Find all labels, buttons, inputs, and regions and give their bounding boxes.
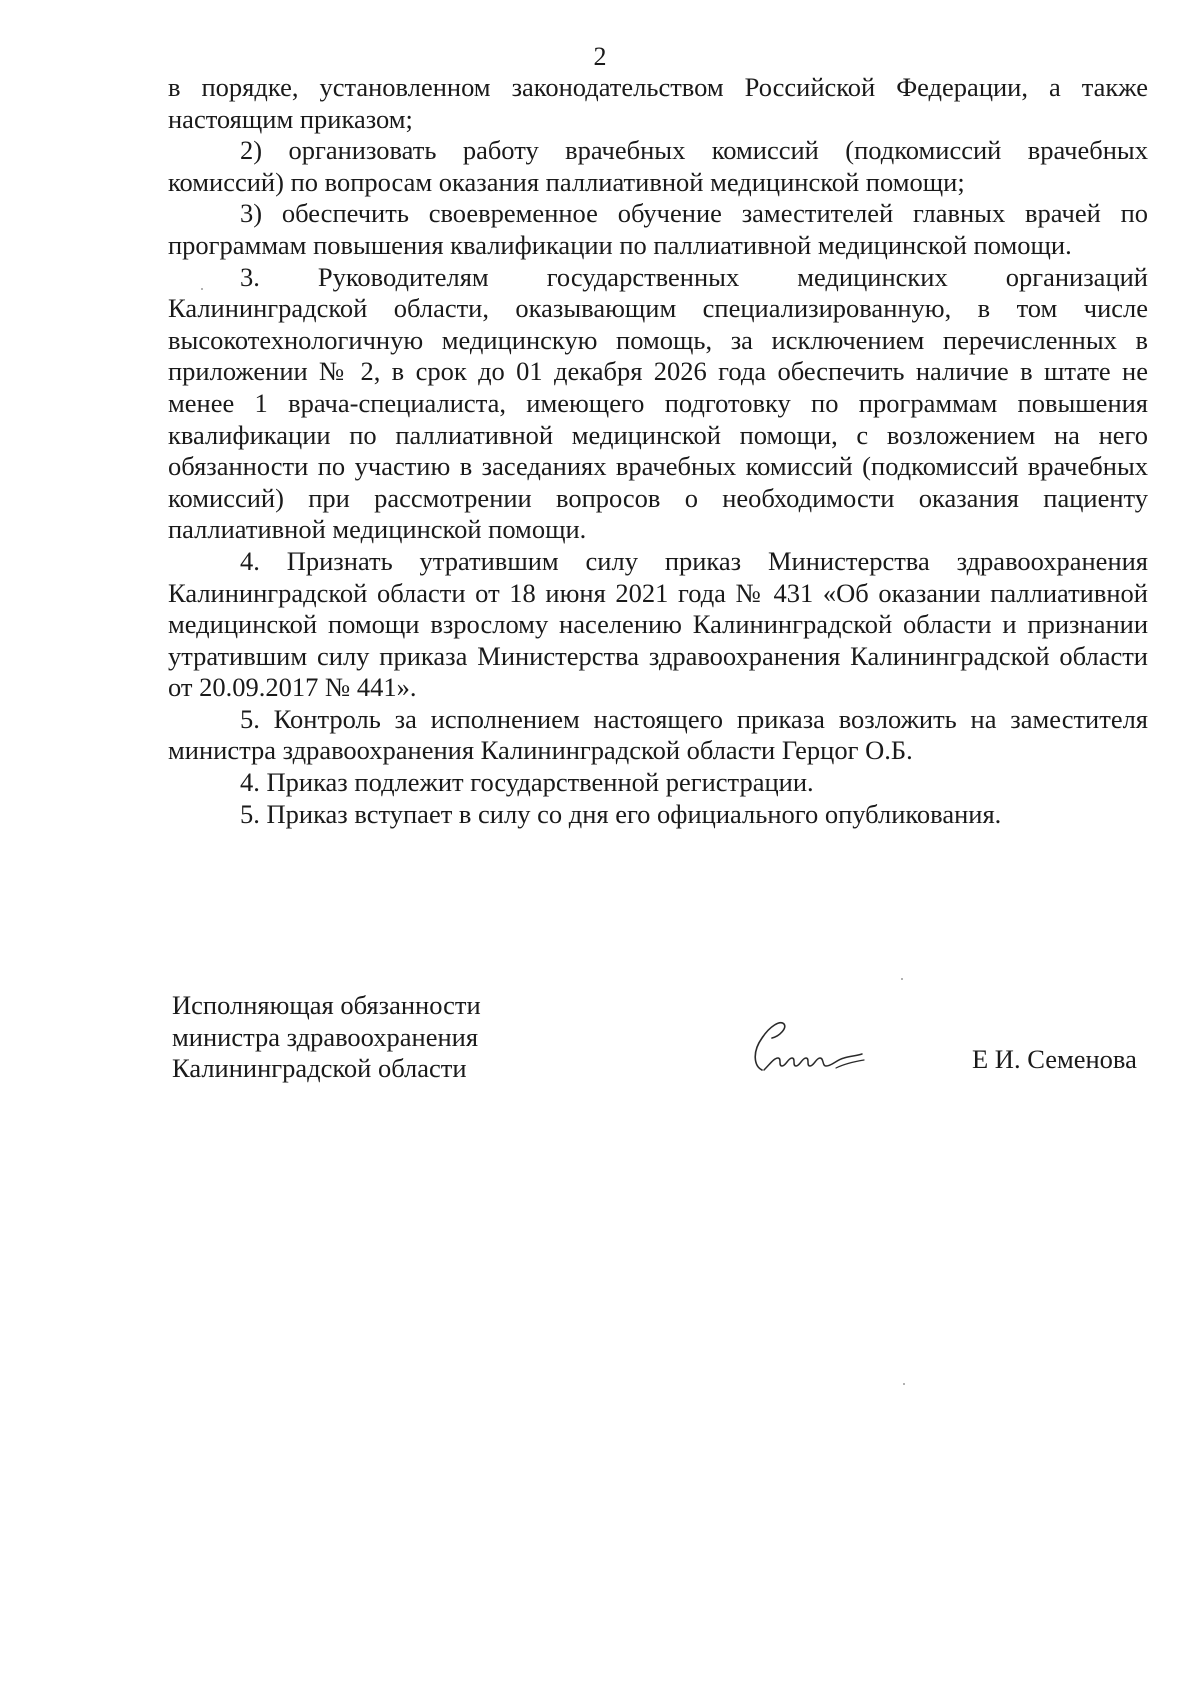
scan-speck bbox=[903, 1383, 905, 1385]
scan-speck bbox=[201, 288, 203, 290]
paragraph-item-5-control: 5. Контроль за исполнением настоящего приказа возложить на заместителя министра здравоохранения Калининградской области Герцог О.Б. bbox=[168, 703, 1148, 766]
signatory-position-line: Калининградской области bbox=[172, 1053, 467, 1084]
scan-speck bbox=[901, 978, 903, 980]
signatory-name: Е И. Семенова bbox=[972, 1044, 1137, 1074]
signature-block bbox=[172, 990, 1152, 1110]
signatory-position-line: министра здравоохранения bbox=[172, 1021, 479, 1052]
paragraph-item-5-effect: 5. Приказ вступает в силу со дня его официального опубликования. bbox=[240, 798, 1002, 829]
document-body bbox=[168, 72, 1148, 830]
paragraph-item-2-3: 3) обеспечить своевременное обучение заместителей главных врачей по программам повышения квалификации по паллиативной медицинской помощи. bbox=[168, 198, 1148, 260]
signatory-position bbox=[172, 990, 481, 1085]
page-number: 2 bbox=[593, 42, 607, 71]
paragraph-item-4-registration: 4. Приказ подлежит государственной регистрации. bbox=[240, 767, 814, 798]
paragraph-item-4: 4. Признать утратившим силу приказ Министерства здравоохранения Калининградской области от 18 июня 2021 года № 431 «Об оказании паллиативной медицинской помощи взрослому населению Калининградской области и признании утратившим силу приказа Министерства здравоохранения Калининградской области от 20.09.2017 № 441». bbox=[168, 545, 1148, 703]
paragraph-continuation: в порядке, установленном законодательством Российской Федерации, а также настоящим приказом; bbox=[168, 72, 1148, 134]
signatory-position-line: Исполняющая обязанности bbox=[172, 990, 481, 1020]
paragraph-item-3: 3. Руководителям государственных медицинских организаций Калининградской области, оказывающим специализированную, в том числе высокотехнологичную медицинскую помощь, за исключением перечисленных в приложении № 2, в срок до 01 декабря 2026 года обеспечить наличие в штате не менее 1 врача-специалиста, имеющего подготовку по программам повышения квалификации по паллиативной медицинской помощи, с возложением на него обязанности по участию в заседаниях врачебных комиссий (подкомиссий врачебных комиссий) при рассмотрении вопросов о необходимости оказания пациенту паллиативной медицинской помощи. bbox=[168, 261, 1148, 545]
handwritten-signature bbox=[740, 1008, 870, 1086]
paragraph-item-2-2: 2) организовать работу врачебных комиссий (подкомиссий врачебных комиссий) по вопросам оказания паллиативной медицинской помощи; bbox=[168, 135, 1148, 197]
